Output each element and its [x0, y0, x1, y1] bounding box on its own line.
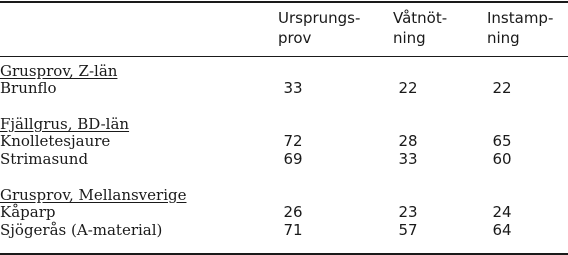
- table-cell: 64: [492, 221, 512, 239]
- column-header-line: ning: [393, 29, 426, 47]
- table-cell: 33: [398, 150, 418, 168]
- row-label: Strimasund: [0, 150, 89, 168]
- table-cell: 71: [283, 221, 303, 239]
- table-cell: 23: [398, 203, 418, 221]
- table-cell: 22: [492, 79, 512, 97]
- table-top-rule: [0, 1, 568, 3]
- row-label: Kåparp: [0, 203, 56, 221]
- row-label: Knolletesjaure: [0, 132, 111, 150]
- table-cell: 57: [398, 221, 418, 239]
- table-cell: 72: [283, 132, 303, 150]
- table-cell: 24: [492, 203, 512, 221]
- row-label: Sjögerås (A-material): [0, 221, 163, 239]
- group-title: Fjällgrus, BD-län: [0, 115, 130, 133]
- column-header-ursprungsprov: [278, 8, 360, 48]
- column-header-line: ning: [487, 29, 520, 47]
- header-separator-rule: [0, 56, 568, 57]
- row-label: Brunflo: [0, 79, 57, 97]
- table-cell: 26: [283, 203, 303, 221]
- table-cell: 22: [398, 79, 418, 97]
- group-title: Grusprov, Z-län: [0, 62, 118, 80]
- column-header-line: prov: [278, 29, 312, 47]
- table-cell: 33: [283, 79, 303, 97]
- column-header-line: Våtnöt-: [393, 9, 448, 27]
- table-cell: 60: [492, 150, 512, 168]
- column-header-vatnotning: [393, 8, 447, 48]
- group-title: Grusprov, Mellansverige: [0, 186, 187, 204]
- column-header-line: Instamp-: [487, 9, 554, 27]
- column-header-line: Ursprungs-: [278, 9, 361, 27]
- table-cell: 65: [492, 132, 512, 150]
- column-header-instampning: [487, 8, 553, 48]
- table-cell: 28: [398, 132, 418, 150]
- table-cell: 69: [283, 150, 303, 168]
